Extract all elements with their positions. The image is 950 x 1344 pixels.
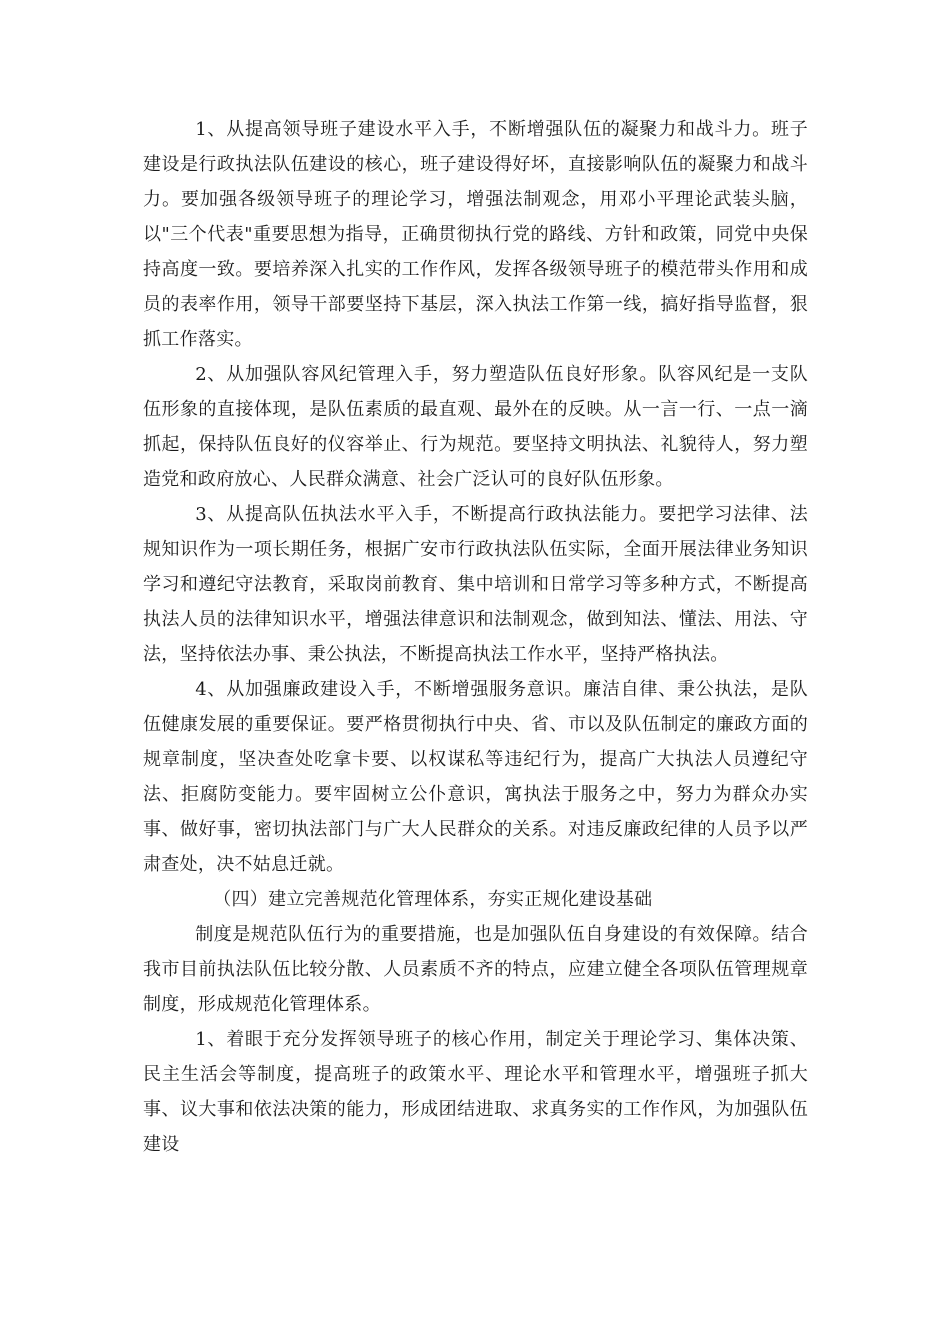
paragraph-core-role: 1、着眼于充分发挥领导班子的核心作用，制定关于理论学习、集体决策、民主生活会等制度，提高班子的政策水平、理论水平和管理水平，增强班子抓大事、议大事和依法决策的能力，形成团结进取、求真务实的工作作风，为加强队伍建设	[143, 1029, 808, 1155]
paragraph-integrity: 4、从加强廉政建设入手，不断增强服务意识。廉洁自律、秉公执法，是队伍健康发展的重要保证。要严格贯彻执行中央、省、市以及队伍制定的廉政方面的规章制度，坚决查处吃拿卡要、以权谋私等违纪行为，提高广大执法人员遵纪守法、拒腐防变能力。要牢固树立公仆意识，寓执法于服务之中，努力为群众办实事、做好事，密切执法部门与广大人民群众的关系。对违反廉政纪律的人员予以严肃查处，决不姑息迁就。	[143, 679, 808, 875]
paragraph-system: 制度是规范队伍行为的重要措施，也是加强队伍自身建设的有效保障。结合我市目前执法队伍比较分散、人员素质不齐的特点，应建立健全各项队伍管理规章制度，形成规范化管理体系。	[143, 924, 808, 1015]
paragraph-law-enforcement: 3、从提高队伍执法水平入手，不断提高行政执法能力。要把学习法律、法规知识作为一项长期任务，根据广安市行政执法队伍实际，全面开展法律业务知识学习和遵纪守法教育，采取岗前教育、集中培训和日常学习等多种方式，不断提高执法人员的法律知识水平，增强法律意识和法制观念，做到知法、懂法、用法、守法，坚持依法办事、秉公执法，不断提高执法工作水平，坚持严格执法。	[143, 504, 808, 665]
paragraph-discipline: 2、从加强队容风纪管理入手，努力塑造队伍良好形象。队容风纪是一支队伍形象的直接体现，是队伍素质的最直观、最外在的反映。从一言一行、一点一滴抓起，保持队伍良好的仪容举止、行为规范。要坚持文明执法、礼貌待人，努力塑造党和政府放心、人民群众满意、社会广泛认可的良好队伍形象。	[143, 364, 808, 490]
paragraph-leadership: 1、从提高领导班子建设水平入手，不断增强队伍的凝聚力和战斗力。班子建设是行政执法队伍建设的核心，班子建设得好坏，直接影响队伍的凝聚力和战斗力。要加强各级领导班子的理论学习，增强法制观念，用邓小平理论武装头脑，以"三个代表"重要思想为指导，正确贯彻执行党的路线、方针和政策，同党中央保持高度一致。要培养深入扎实的工作作风，发挥各级领导班子的模范带头作用和成员的表率作用，领导干部要坚持下基层，深入执法工作第一线，搞好指导监督，狠抓工作落实。	[143, 119, 808, 350]
document-page	[143, 112, 808, 1162]
section-heading: （四）建立完善规范化管理体系，夯实正规化建设基础	[213, 889, 653, 910]
